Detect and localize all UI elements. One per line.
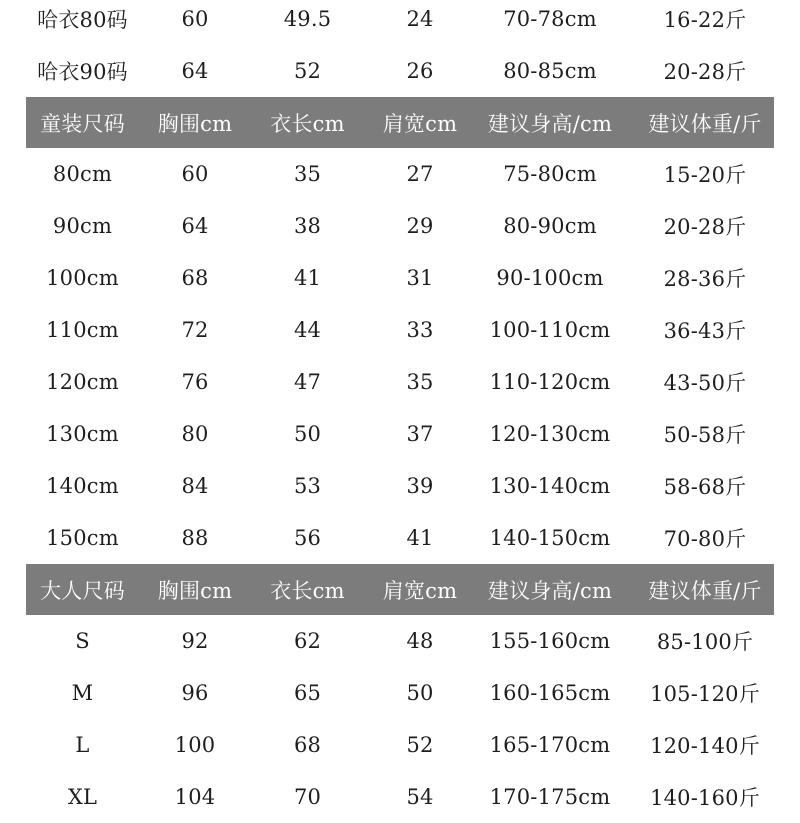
adult-table-header [0, 564, 800, 615]
height-cell: 100-110cm [489, 318, 611, 342]
size-cell: 130cm [46, 422, 119, 446]
length-cell: 56 [293, 526, 322, 550]
height-cell: 130-140cm [489, 474, 611, 498]
height-cell: 75-80cm [503, 162, 597, 186]
table-row [0, 304, 800, 356]
height-cell: 80-90cm [503, 214, 597, 238]
header-length: 衣长cm [270, 111, 345, 136]
table-row [0, 0, 800, 45]
weight-cell: 15-20斤 [663, 163, 747, 187]
length-cell: 41 [293, 266, 322, 290]
chest-cell: 84 [181, 474, 209, 498]
length-cell: 62 [293, 629, 322, 653]
chest-cell: 60 [181, 7, 209, 31]
chest-cell: 68 [181, 266, 209, 290]
kids-table-header [0, 97, 800, 148]
height-cell: 165-170cm [489, 733, 611, 757]
size-cell: 100cm [46, 266, 119, 290]
chest-cell: 104 [174, 785, 216, 809]
weight-cell: 28-36斤 [663, 267, 747, 291]
table-row [0, 45, 800, 97]
header-shoulder: 肩宽cm [382, 578, 458, 603]
size-cell: 150cm [46, 526, 119, 550]
table-row [0, 200, 800, 252]
chest-cell: 76 [181, 370, 209, 394]
length-cell: 70 [293, 785, 322, 809]
length-cell: 38 [293, 214, 322, 238]
height-cell: 90-100cm [496, 266, 604, 290]
shoulder-cell: 33 [406, 318, 434, 342]
length-cell: 52 [293, 59, 322, 83]
weight-cell: 36-43斤 [663, 319, 747, 343]
height-cell: 170-175cm [489, 785, 611, 809]
header-size: 童装尺码 [40, 111, 125, 136]
adult-size-section [0, 564, 800, 823]
table-row [0, 719, 800, 771]
shoulder-cell: 39 [406, 474, 434, 498]
romper-size-section [0, 0, 800, 97]
length-cell: 65 [293, 681, 322, 705]
shoulder-cell: 31 [406, 266, 434, 290]
weight-cell: 20-28斤 [663, 215, 747, 239]
height-cell: 155-160cm [489, 629, 611, 653]
header-height: 建议身高/cm [487, 111, 613, 136]
chest-cell: 88 [181, 526, 209, 550]
chest-cell: 60 [181, 162, 209, 186]
shoulder-cell: 27 [406, 162, 434, 186]
height-cell: 70-78cm [503, 7, 597, 31]
table-row [0, 148, 800, 200]
shoulder-cell: 52 [406, 733, 434, 757]
length-cell: 68 [293, 733, 322, 757]
kids-size-section [0, 97, 800, 564]
table-row [0, 460, 800, 512]
weight-cell: 105-120斤 [650, 682, 760, 706]
height-cell: 160-165cm [489, 681, 611, 705]
header-chest: 胸围cm [157, 578, 233, 603]
shoulder-cell: 26 [406, 59, 434, 83]
size-cell: XL [67, 785, 98, 809]
shoulder-cell: 29 [406, 214, 434, 238]
length-cell: 35 [293, 162, 322, 186]
table-row [0, 408, 800, 460]
shoulder-cell: 37 [406, 422, 434, 446]
height-cell: 80-85cm [503, 59, 597, 83]
size-cell: 哈衣90码 [37, 60, 128, 84]
length-cell: 53 [293, 474, 322, 498]
table-row [0, 771, 800, 823]
chest-cell: 80 [181, 422, 209, 446]
size-cell: 140cm [46, 474, 119, 498]
header-chest: 胸围cm [157, 111, 233, 136]
weight-cell: 120-140斤 [650, 734, 760, 758]
table-row [0, 252, 800, 304]
chest-cell: 64 [181, 59, 209, 83]
shoulder-cell: 48 [406, 629, 434, 653]
shoulder-cell: 54 [406, 785, 434, 809]
weight-cell: 85-100斤 [656, 630, 754, 654]
chest-cell: 96 [181, 681, 209, 705]
shoulder-cell: 50 [406, 681, 434, 705]
height-cell: 120-130cm [489, 422, 611, 446]
chest-cell: 64 [181, 214, 209, 238]
shoulder-cell: 41 [406, 526, 434, 550]
size-cell: 120cm [46, 370, 119, 394]
size-cell: S [75, 629, 90, 653]
weight-cell: 16-22斤 [663, 8, 747, 32]
height-cell: 110-120cm [489, 370, 611, 394]
shoulder-cell: 24 [406, 7, 434, 31]
header-height: 建议身高/cm [487, 578, 613, 603]
size-cell: 110cm [46, 318, 119, 342]
chest-cell: 72 [181, 318, 209, 342]
length-cell: 47 [293, 370, 322, 394]
table-row [0, 615, 800, 667]
weight-cell: 140-160斤 [650, 786, 760, 810]
header-size: 大人尺码 [40, 578, 125, 603]
table-row [0, 512, 800, 564]
size-cell: 90cm [52, 214, 113, 238]
size-cell: 80cm [52, 162, 113, 186]
table-row [0, 667, 800, 719]
weight-cell: 50-58斤 [663, 423, 747, 447]
header-length: 衣长cm [270, 578, 345, 603]
length-cell: 49.5 [283, 7, 332, 31]
weight-cell: 20-28斤 [663, 60, 747, 84]
chest-cell: 92 [181, 629, 209, 653]
weight-cell: 43-50斤 [663, 371, 747, 395]
header-weight: 建议体重/斤 [648, 111, 762, 136]
length-cell: 50 [293, 422, 322, 446]
size-cell: M [71, 681, 94, 705]
table-row [0, 356, 800, 408]
header-weight: 建议体重/斤 [648, 578, 762, 603]
weight-cell: 58-68斤 [663, 475, 747, 499]
header-shoulder: 肩宽cm [382, 111, 458, 136]
length-cell: 44 [293, 318, 322, 342]
chest-cell: 100 [174, 733, 216, 757]
shoulder-cell: 35 [406, 370, 434, 394]
height-cell: 140-150cm [489, 526, 611, 550]
size-cell: 哈衣80码 [37, 8, 128, 32]
weight-cell: 70-80斤 [663, 527, 747, 551]
size-cell: L [75, 733, 90, 757]
